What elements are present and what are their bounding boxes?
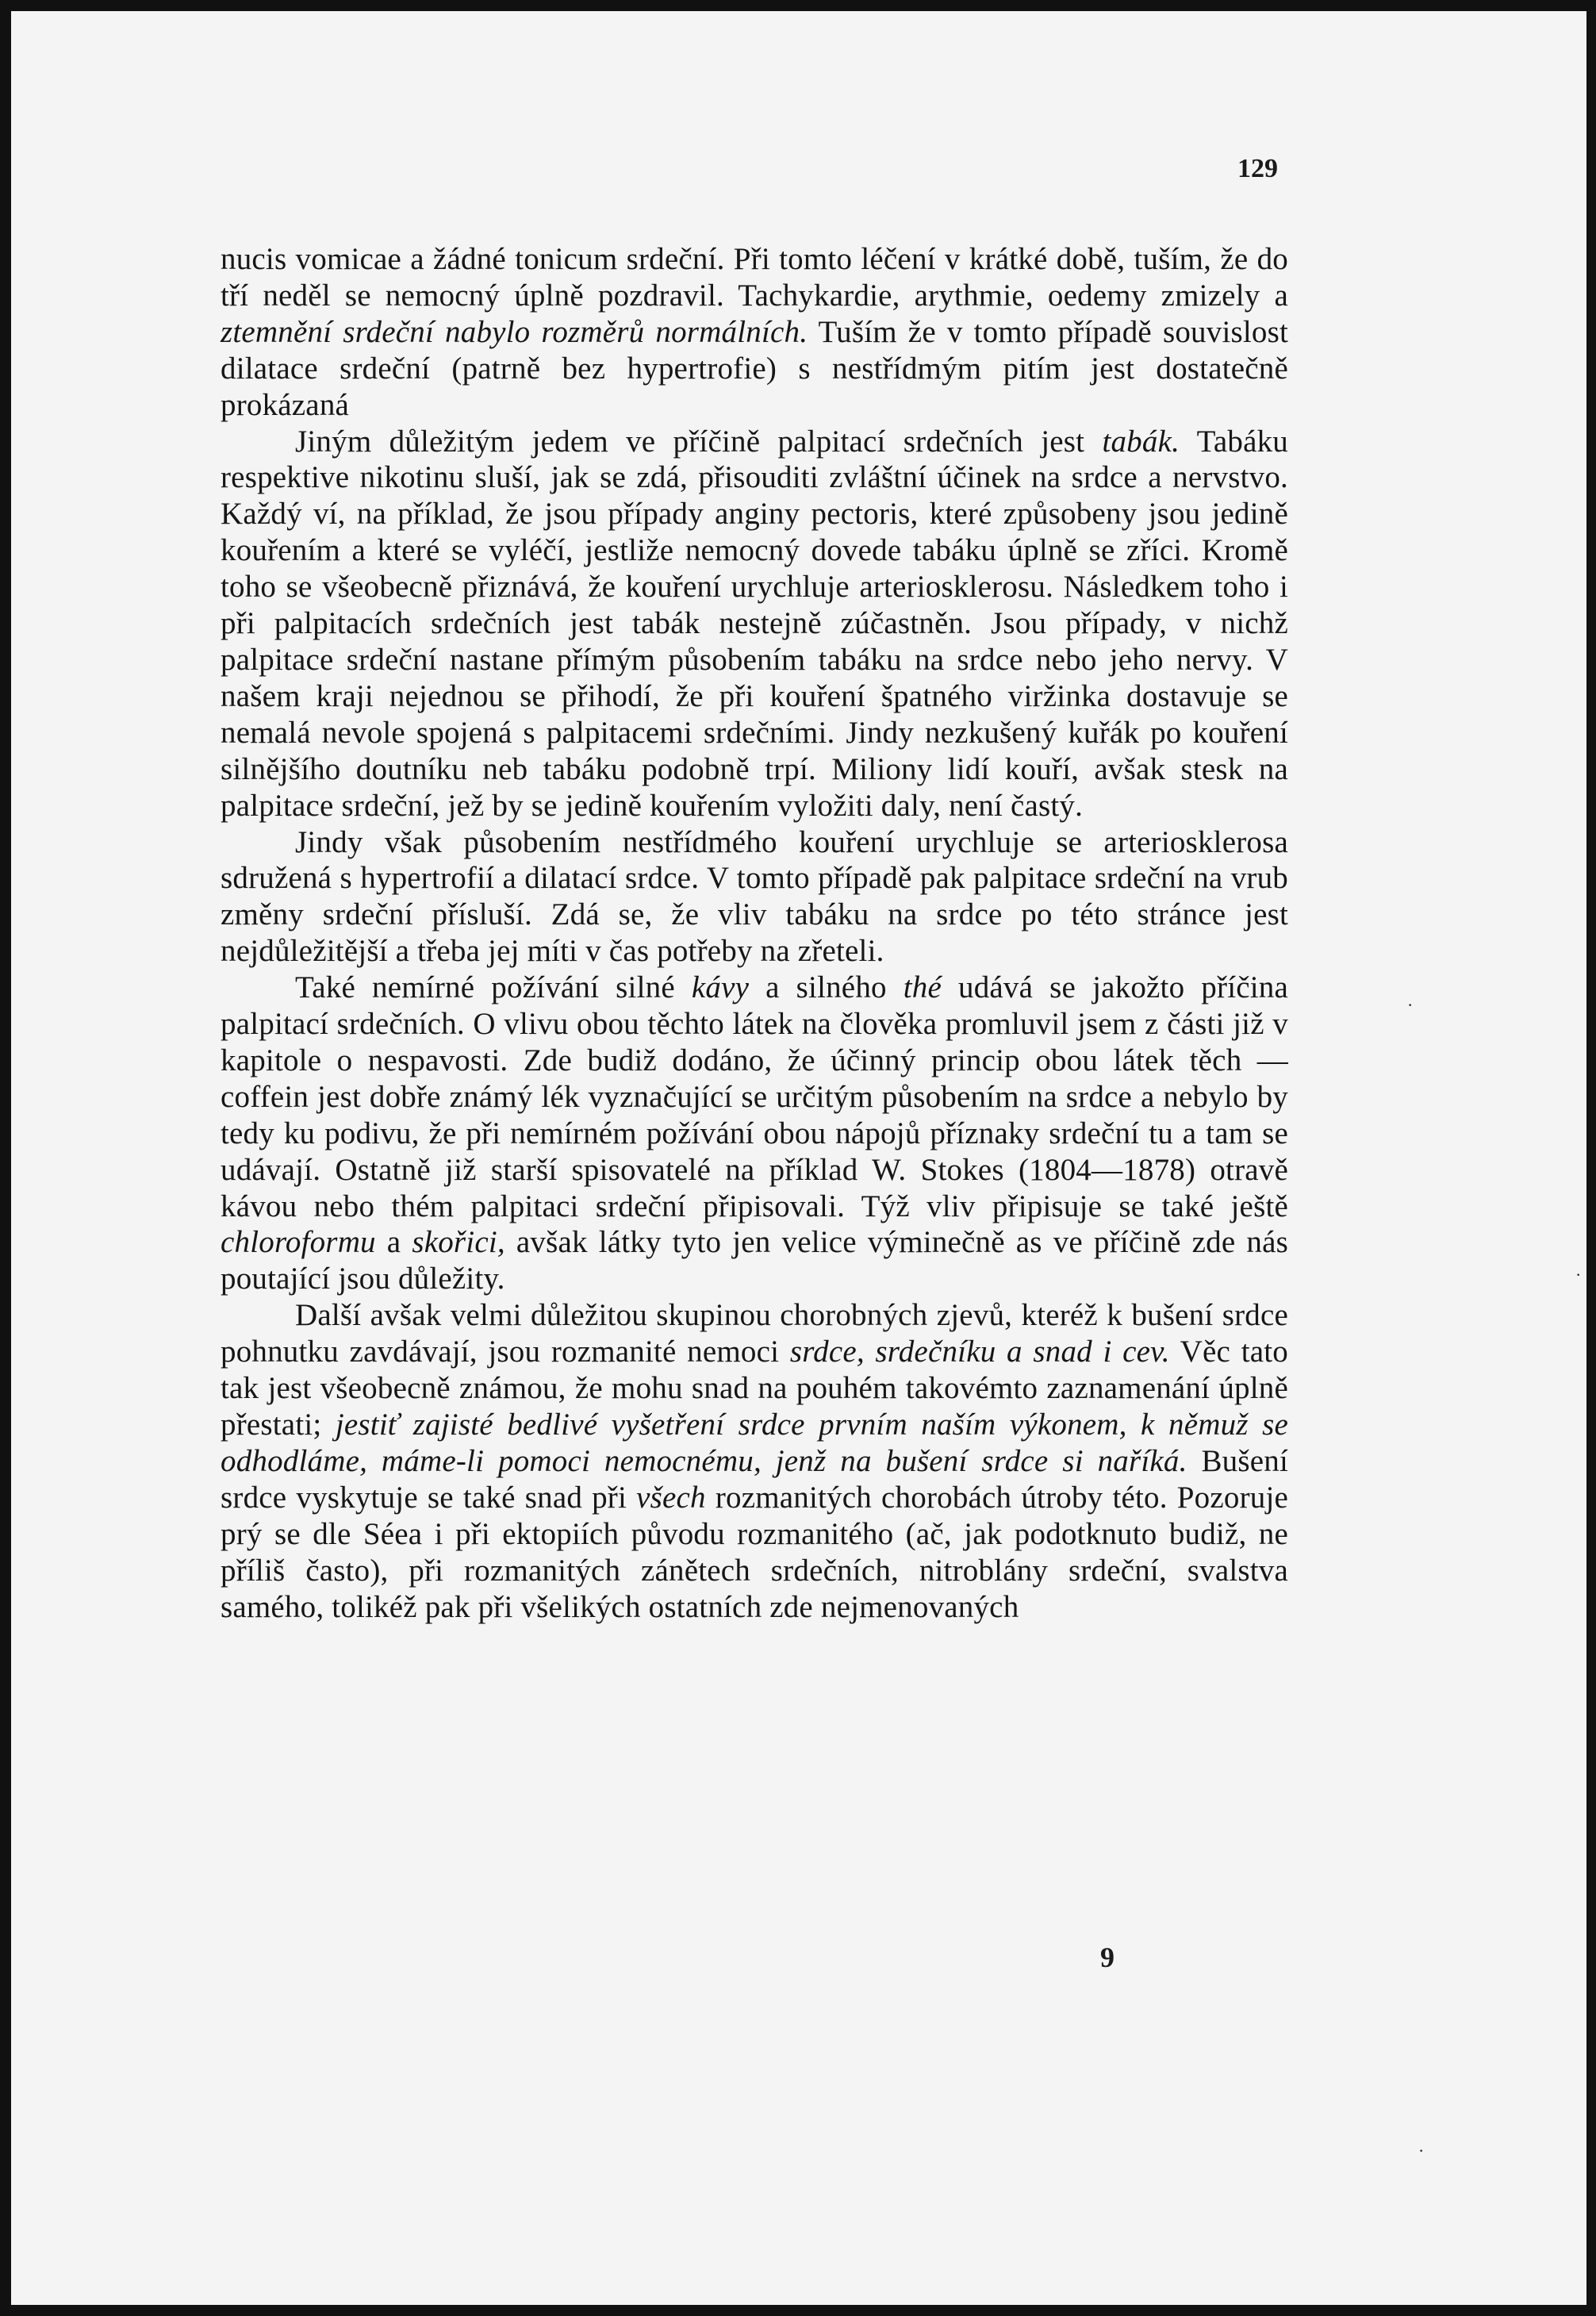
text-run: Tuším že v tomto případě souvislost dilatace srdeční (patrně bez hypertrofie) s nestřídmým pitím jest dostatečně prokázaná [221, 314, 1289, 422]
text-run: nucis vomicae a žádné tonicum srdeční. Při tomto léčení v krátké době, tuším, že do tří neděl se nemocný úplně pozdravil. Tachykardie, arythmie, oedemy zmizely a [221, 242, 1288, 313]
text-run: Tabáku respektive nikotinu sluší, jak se zdá, přisouditi zvláštní účinek na srdce a nervstvo. Každý ví, na příklad, že jsou případy anginy pectoris, které způsobeny jsou jedině kouřením a které se vyléčí, jestliže nemocný dovede tabáku úplně se zříci. Kromě toho se všeobecně přiznává, že kouření urychluje arteriosklerosu. Následkem toho i při palpitacích srdečních jest tabák nestejně zúčastněn. Jsou případy, v nichž palpitace srdeční nastane přímým působením tabáku na srdce nebo jeho nervy. V našem kraji nejednou se přihodí, že při kouření špatného viržinka dostavuje se nemalá nevole spojená s palpitacemi srdečními. Jindy nezkušený kuřák po kouření silnějšího doutníku neb tabáku podobně trpí. Miliony lidí kouří, avšak stesk na palpitace srdeční, jež by se jedině kouřením vyložiti daly, není častý. [221, 424, 1288, 823]
text-run: a silného [749, 970, 904, 1005]
text-run: rozmanitých chorobách útroby této. Pozoruje prý se dle Séea i při ektopiích původu rozmanitého (ač, jak podotknuto budiž, ne příliš často), při rozmanitých zánětech srdečních, nitroblány srdeční, svalstva samého, tolikéž pak při všelikých ostatních zde nejmenovaných [221, 1480, 1289, 1624]
text-run: a [375, 1225, 412, 1260]
italic-text-run: jestiť zajisté bedlivé vyšetření srdce prvním naším výkonem, k němuž se odhodláme, máme-li pomoci nemocnému, jenž na bušení srdce si naříká. [221, 1408, 1288, 1478]
signature-mark: 9 [1100, 1942, 1115, 1973]
scan-speck: · [1418, 2141, 1425, 2160]
text-run: Další avšak velmi důležitou skupinou chorobných zjevů, kteréž k bušení srdce pohnutku zavdávají, jsou rozmanité nemoci [221, 1298, 1288, 1369]
italic-text-run: tabák. [1102, 424, 1180, 459]
text-run: avšak látky tyto jen velice výminečně as ve příčině zde nás poutající jsou důležity. [221, 1225, 1288, 1296]
paragraph [221, 970, 1288, 1297]
paragraph [221, 824, 1288, 970]
italic-text-run: skořici, [412, 1225, 505, 1260]
italic-text-run: thé [903, 970, 942, 1005]
text-run: udává se jakožto příčina palpitací srdečních. O vlivu obou těchto látek na člověka promluvil jsem z části již v kapitole o nespavosti. Zde budiž dodáno, že účinný princip obou látek těch — coffein jest dobře známý lék vyznačující se určitým působením na srdce a nebylo by tedy ku podivu, že při nemírném požívání obou nápojů příznaky srdeční tu a tam se udávají. Ostatně již starší spisovatelé na příklad W. Stokes (1804—1878) otravě kávou nebo thém palpitaci srdeční připisovali. Týž vliv připisuje se také ještě [221, 970, 1288, 1223]
text-run: Jindy však působením nestřídmého kouření urychluje se arteriosklerosa sdružená s hypertrofií a dilatací srdce. V tomto případě pak palpitace srdeční na vrub změny srdeční přísluší. Zdá se, že vliv tabáku na srdce po této stránce jest nejdůležitější a třeba jej míti v čas potřeby na zřeteli. [221, 824, 1288, 969]
paragraph [221, 424, 1288, 824]
book-page [11, 11, 1586, 2305]
text-run: Také nemírné požívání silné [295, 970, 692, 1005]
paragraph [221, 1297, 1288, 1625]
italic-text-run: všech [636, 1480, 706, 1515]
text-run: Bušení srdce vyskytuje se také snad při [221, 1443, 1288, 1515]
paragraph [221, 241, 1288, 424]
text-run: Jiným důležitým jedem ve příčině palpitací srdečních jest [295, 424, 1103, 459]
text-run: Věc tato tak jest všeobecně známou, že mohu snad na pouhém takovémto zaznamenání úplně přestati; [221, 1335, 1288, 1442]
scan-speck: · [1407, 995, 1414, 1015]
scan-speck: · [1575, 1265, 1582, 1285]
italic-text-run: kávy [691, 970, 750, 1005]
body-text [221, 241, 1288, 1625]
italic-text-run: chloroformu [221, 1225, 376, 1260]
italic-text-run: ztemnění srdeční nabylo rozměrů normálních. [221, 314, 808, 349]
italic-text-run: srdce, srdečníku a snad i cev. [789, 1335, 1170, 1369]
page-number: 129 [1237, 154, 1278, 183]
